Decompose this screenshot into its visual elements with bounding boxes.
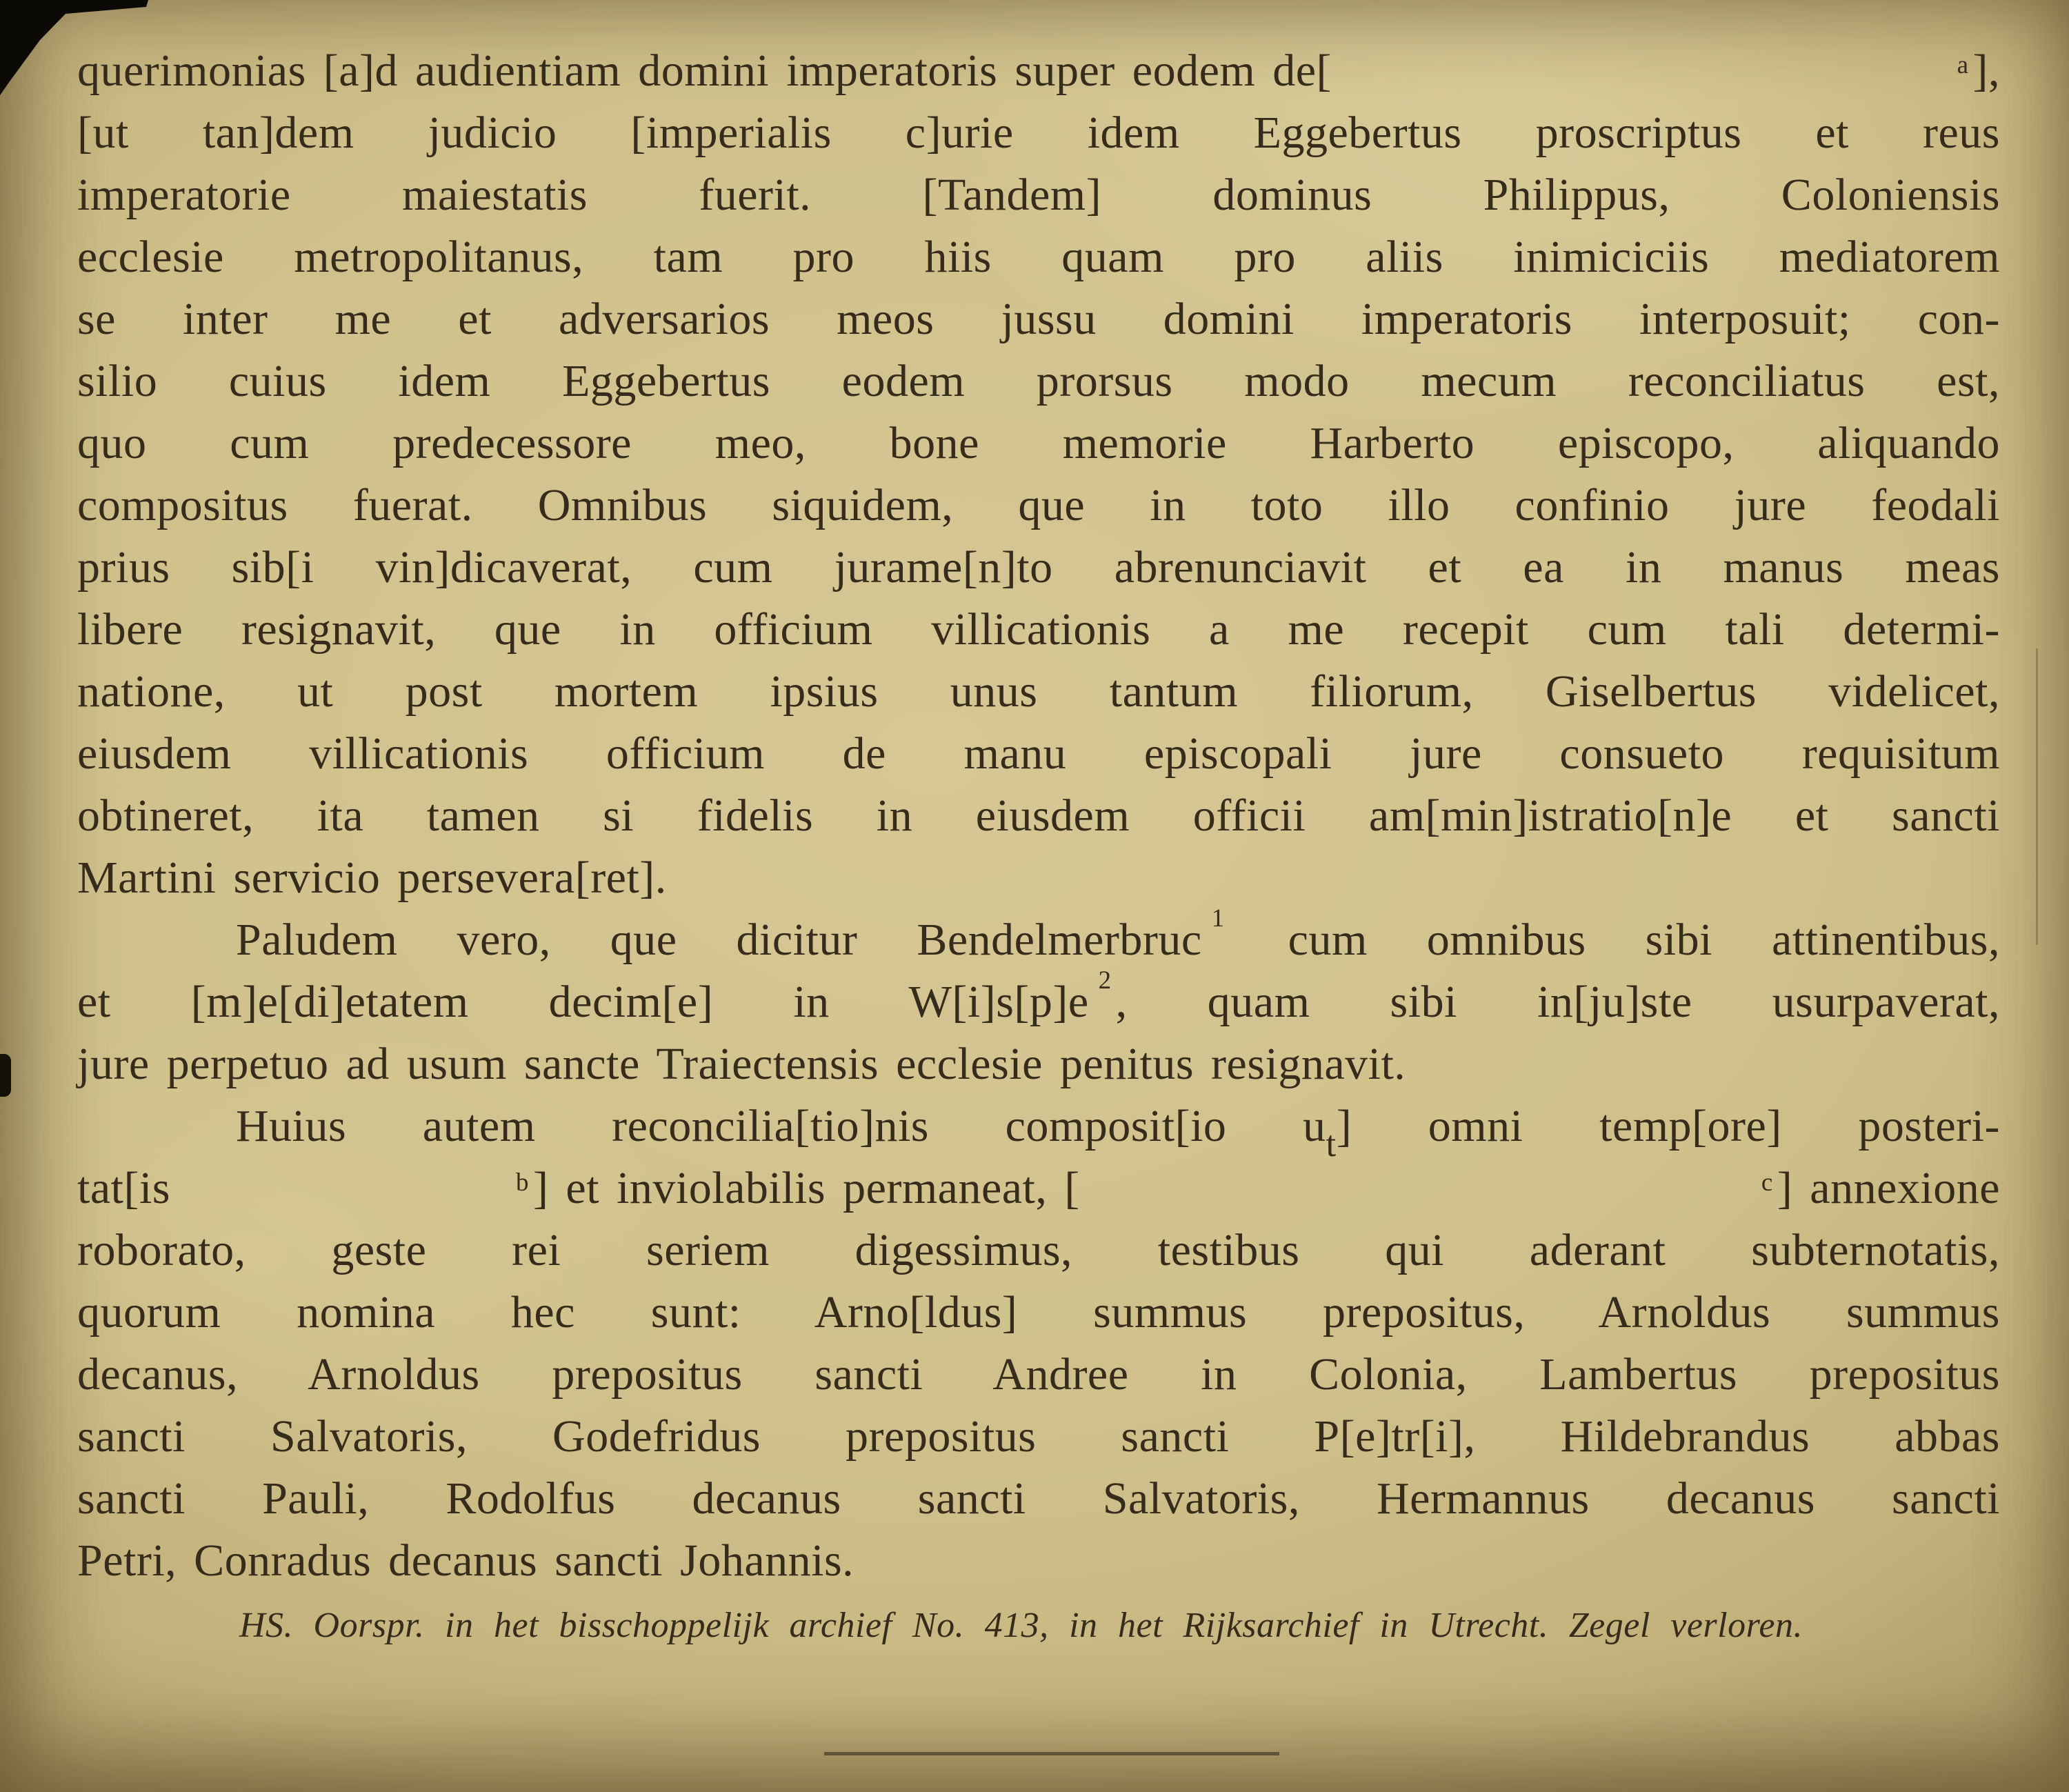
text-run: ecclesie metropolitanus, tam pro hiis quam pro aliis inimiciciis mediatorem [77, 232, 2000, 282]
text-run: querimonias [a]d audientiam domini imperatoris super eodem de[ [77, 46, 1332, 96]
text-run: Martini servicio persevera[ret]. [77, 853, 667, 903]
divider-rule [824, 1752, 1279, 1755]
text-line [77, 1282, 2000, 1344]
text-run: natione, ut post mortem ipsius unus tantum filiorum, Giselbertus videlicet, [77, 666, 2000, 717]
text-line [77, 102, 2000, 164]
source-footnote: HS. Oorspr. in het bisschoppelijk archief No. 413, in het Rijksarchief in Utrecht. Zegel verloren. [239, 1606, 1803, 1645]
text-line [77, 1406, 2000, 1468]
text-line [77, 1468, 2000, 1530]
text-run: cum omnibus sibi attinentibus, [1228, 915, 2000, 965]
photo-edge-artifact [0, 1054, 11, 1097]
text-line [77, 537, 2000, 599]
subscript-letter: t [1326, 1124, 1337, 1165]
text-run: ] omni temp[ore] posteri- [1336, 1101, 2000, 1151]
text-line [77, 599, 2000, 661]
text-run: eiusdem villicationis officium de manu episcopali jure consueto requisitum [77, 728, 2000, 779]
footnote-marker: 2 [1098, 965, 1112, 994]
text-run: Petri, Conradus decanus sancti Johannis. [77, 1535, 854, 1586]
text-line [77, 1095, 2000, 1165]
text-run: ], [1972, 46, 2000, 96]
text-run: imperatorie maiestatis fuerit. [Tandem] dominus Philippus, Coloniensis [77, 170, 2000, 220]
text-run: sancti Salvatoris, Godefridus prepositus sancti P[e]tr[i], Hildebrandus abbas [77, 1411, 2000, 1462]
text-run: sancti Pauli, Rodolfus decanus sancti Salvatoris, Hermannus decanus sancti [77, 1473, 2000, 1524]
text-run: se inter me et adversarios meos jussu domini imperatoris interposuit; con- [77, 294, 2000, 344]
text-line [77, 723, 2000, 785]
text-run: Paludem vero, que dicitur Bendelmerbruc [236, 915, 1202, 965]
text-run: decanus, Arnoldus prepositus sancti Andree in Colonia, Lambertus prepositus [77, 1349, 2000, 1400]
text-block [77, 40, 2000, 1592]
text-run: roborato, geste rei seriem digessimus, testibus qui aderant subternotatis, [77, 1225, 2000, 1275]
text-line: tat[is $^b$ ] et inviolabilis permaneat, [ $^c$ ] annexione [77, 1157, 2000, 1219]
text-line [77, 785, 2000, 847]
text-line [77, 350, 2000, 412]
text-line [77, 475, 2000, 537]
text-run: tat[is [77, 1163, 170, 1213]
text-line [77, 412, 2000, 475]
text-run: , quam sibi in[ju]ste usurpaverat, [1115, 977, 2000, 1027]
text-line [77, 1344, 2000, 1406]
text-run: prius sib[i vin]dicaverat, cum jurame[n]to abrenunciavit et ea in manus meas [77, 542, 2000, 593]
text-line [77, 288, 2000, 350]
text-line [77, 661, 2000, 723]
text-run: quorum nomina hec sunt: Arno[ldus] summus prepositus, Arnoldus summus [77, 1287, 2000, 1337]
text-run: et [m]e[di]etatem decim[e] in W[i]s[p]e [77, 977, 1089, 1027]
text-run: ] annexione [1777, 1163, 2000, 1213]
text-run: silio cuius idem Eggebertus eodem prorsus modo mecum reconciliatus est, [77, 356, 2000, 406]
text-run: jure perpetuo ad usum sancte Traiectensis ecclesie penitus resignavit. [77, 1039, 1406, 1089]
text-line [77, 903, 2000, 971]
text-run: [ut tan]dem judicio [imperialis c]urie idem Eggebertus proscriptus et reus [77, 108, 2000, 158]
text-run: Huius autem reconcilia[tio]nis composit[io u [236, 1101, 1326, 1151]
text-line [77, 226, 2000, 288]
text-run: ] et inviolabilis permaneat, [ [532, 1163, 1080, 1213]
text-run: compositus fuerat. Omnibus siquidem, que in toto illo confinio jure feodali [77, 480, 2000, 530]
text-line [77, 1530, 2000, 1592]
text-line [77, 847, 2000, 909]
page-crease [2036, 648, 2038, 945]
text-run: quo cum predecessore meo, bone memorie Harberto episcopo, aliquando [77, 418, 2000, 468]
text-line [77, 1219, 2000, 1282]
text-line [77, 965, 2000, 1033]
text-line [77, 1033, 2000, 1095]
text-run: obtineret, ita tamen si fidelis in eiusdem officii am[min]istratio[n]e et sancti [77, 790, 2000, 841]
text-line: querimonias [a]d audientiam domini imperatoris super eodem de[ $^a$ ], [77, 40, 2000, 102]
text-line [77, 164, 2000, 226]
footnote-marker: 1 [1211, 903, 1225, 932]
text-run: libere resignavit, que in officium villicationis a me recepit cum tali determi- [77, 604, 2000, 655]
